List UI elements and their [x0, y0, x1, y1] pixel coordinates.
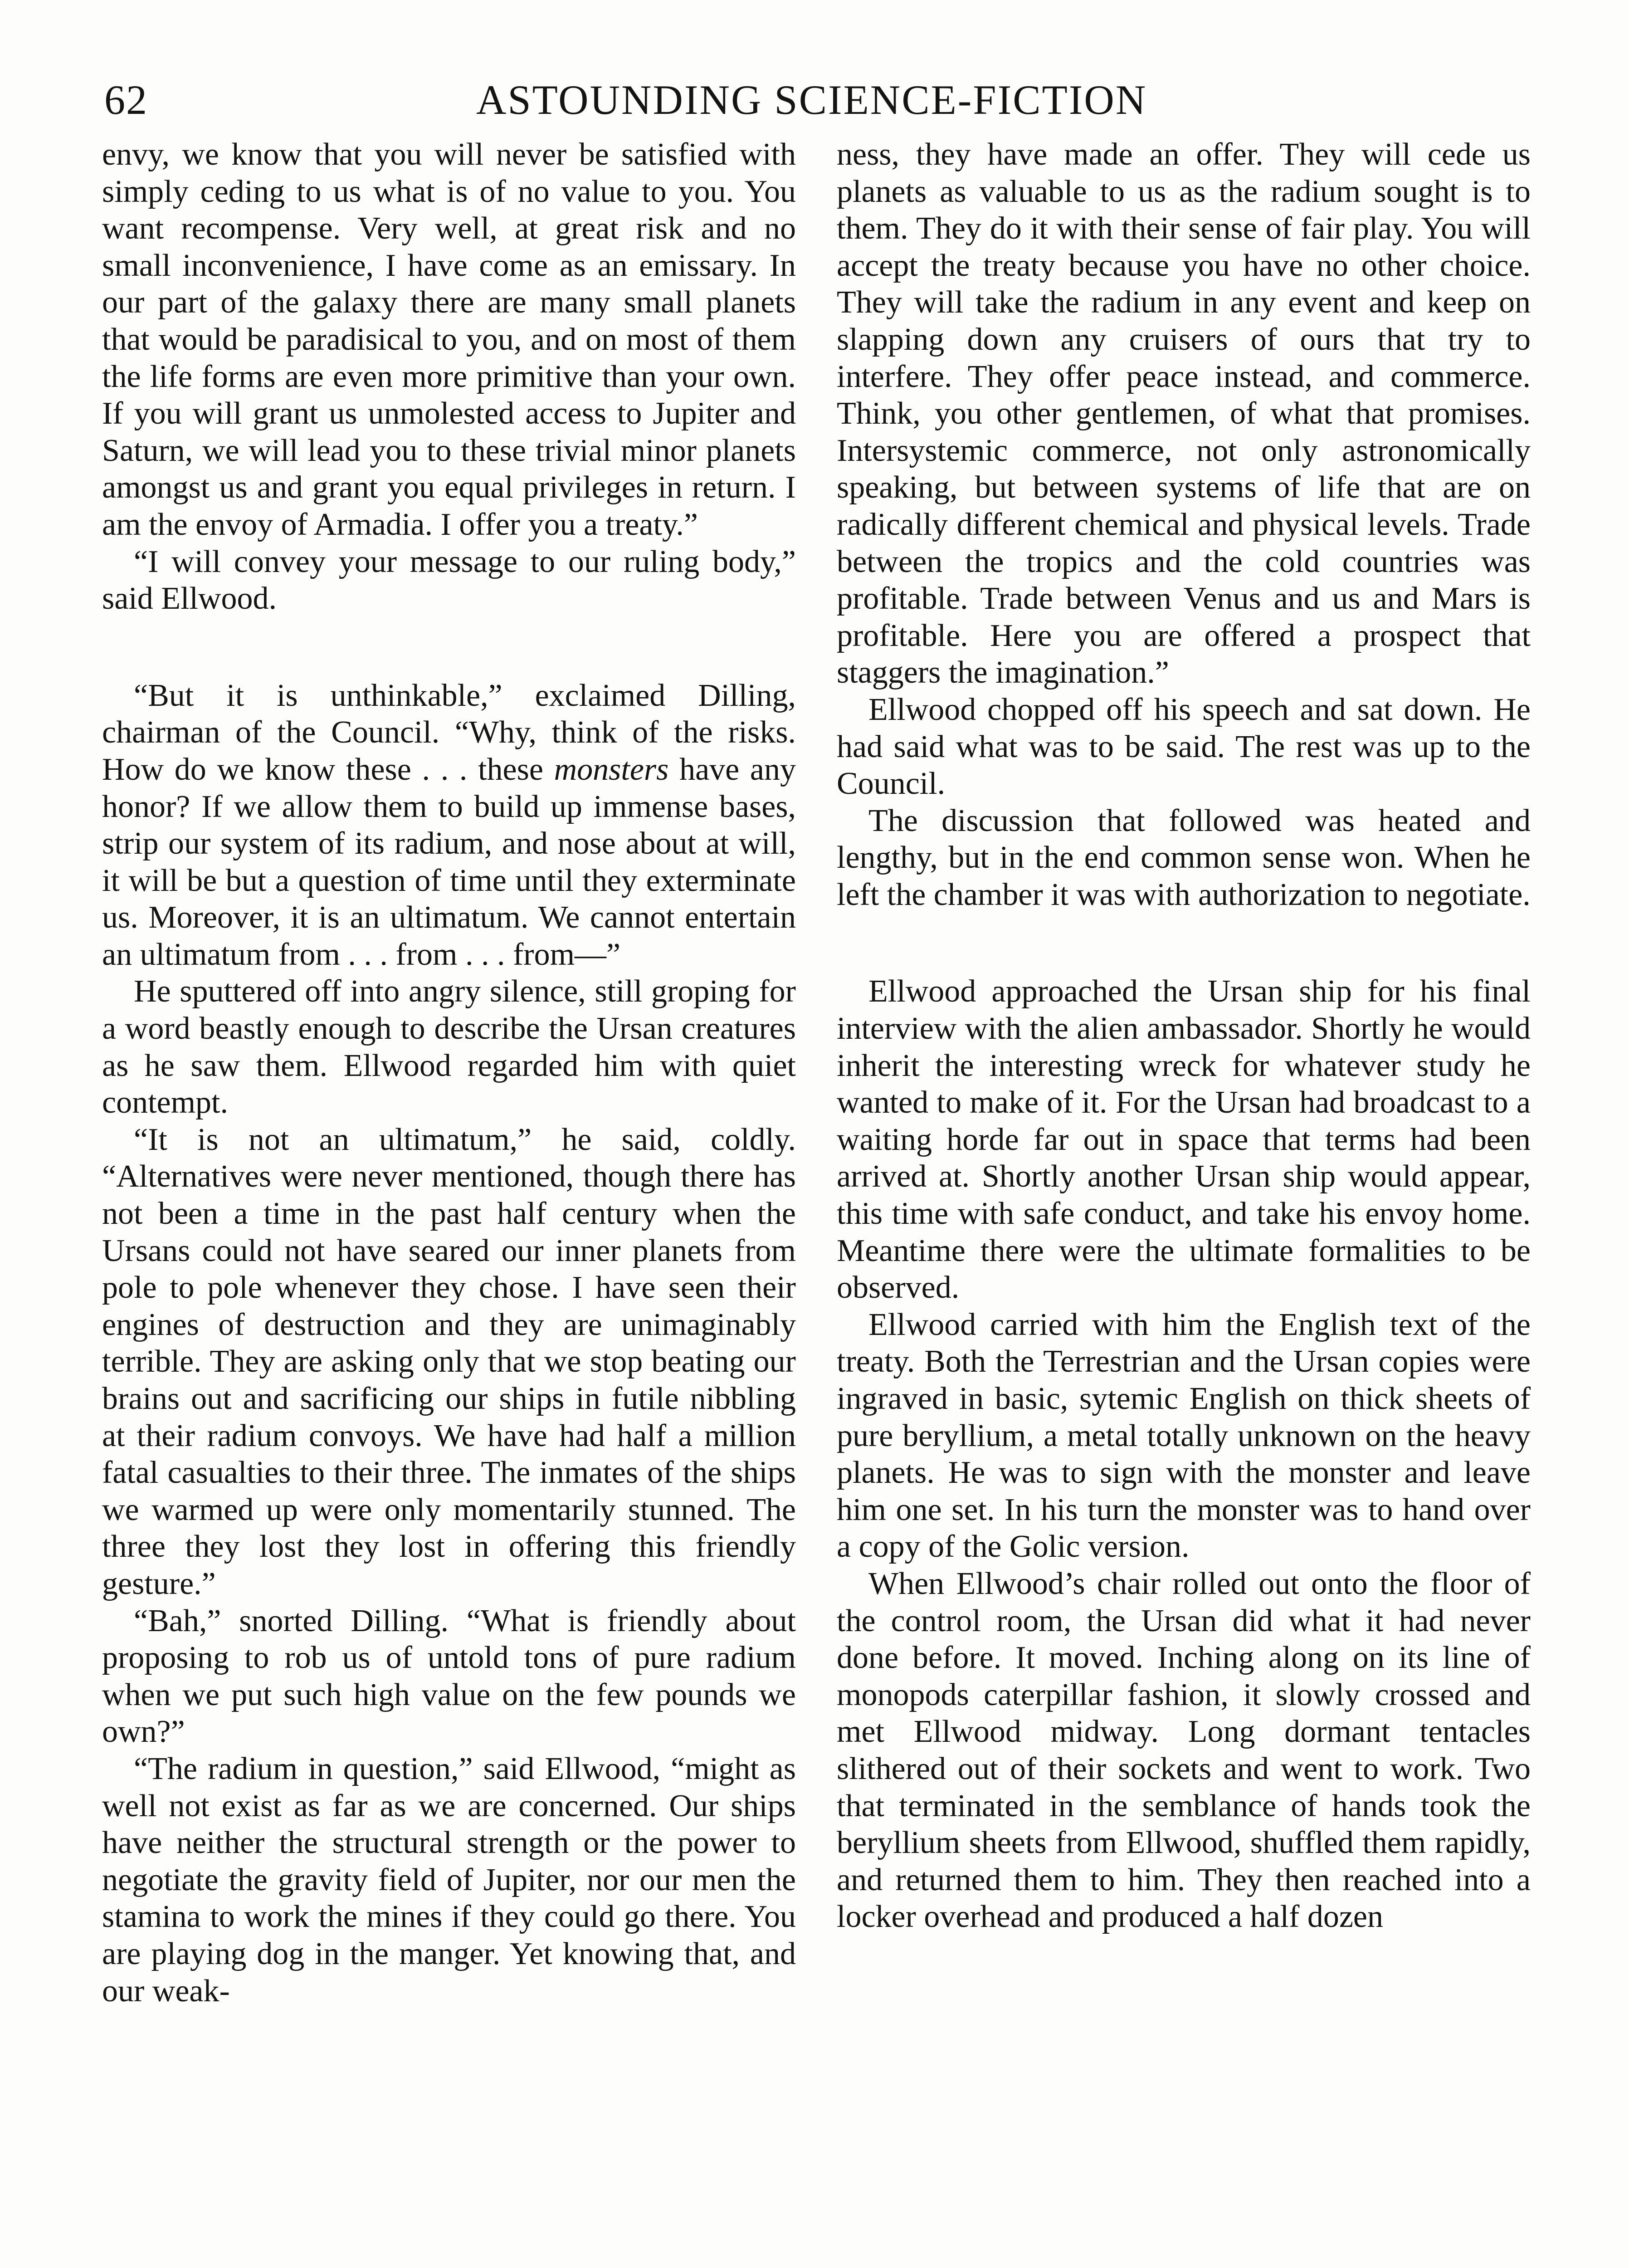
right-column [837, 136, 1531, 1936]
paragraph: Ellwood chopped off his speech and sat down. He had said what was to be said. The rest was up to the Council. [837, 692, 1531, 802]
paragraph: ness, they have made an offer. They will cede us planets as valuable to us as the radium sought is to them. They do it with their sense of fair play. You will accept the treaty because you have no other choice. They will take the radium in any event and keep on slapping down any cruisers of ours that try to interfere. They offer peace instead, and commerce. Think, you other gentlemen, of what that promises. Intersystemic commerce, not only astronomically speaking, but between systems of life that are on radically different chemical and physical levels. Trade between the tropics and the cold countries was profitable. Trade between Venus and us and Mars is profitable. Here you are offered a prospect that staggers the imagination.” [837, 137, 1531, 690]
page-header [104, 73, 1542, 127]
paragraph-text: “But it is unthinkable,” exclaimed Dilling, chairman of the Council. “Why, think of the risks. How do we know these . . . these [102, 678, 796, 787]
page-number: 62 [104, 77, 148, 123]
paragraph: “The radium in question,” said Ellwood, “might as well not exist as far as we are concerned. Our ships have neither the structural strength or the power to negotiate the gravity field of Jupiter, nor our men the stamina to work the mines if they could go there. You are playing dog in the manger. Yet knowing that, and our weak- [102, 1751, 796, 2009]
left-column [102, 136, 796, 2009]
running-title: ASTOUNDING SCIENCE-FICTION [476, 77, 1147, 123]
paragraph: Ellwood carried with him the English text of the treaty. Both the Terrestrian and the Ursan copies were ingraved in basic, sytemic English on thick sheets of pure beryllium, a metal totally unknown on the heavy planets. He was to sign with the monster and leave him one set. In his turn the monster was to hand over a copy of the Golic version. [837, 1307, 1531, 1564]
paragraph: Ellwood approached the Ursan ship for his final interview with the alien ambassador. Shortly he would inherit the interesting wreck for whatever study he wanted to make of it. For the Ursan had broadcast to a waiting horde far out in space that terms had been arrived at. Shortly another Ursan ship would appear, this time with safe conduct, and take his envoy home. Meantime there were the ultimate formalities to be observed. [837, 974, 1531, 1305]
emphasized-word: monsters [554, 752, 669, 787]
paragraph: When Ellwood’s chair rolled out onto the floor of the control room, the Ursan did what it had never done before. It moved. Inching along on its line of monopods caterpillar fashion, it slowly crossed and met Ellwood midway. Long dormant tentacles slithered out of their sockets and went to work. Two that terminated in the semblance of hands took the beryllium sheets from Ellwood, shuffled them rapidly, and returned them to him. They then reached into a locker overhead and produced a half dozen [837, 1566, 1531, 1935]
paragraph: “Bah,” snorted Dilling. “What is friendly about proposing to rob us of untold tons of pure radium when we put such high value on the few pounds we own?” [102, 1603, 796, 1750]
paragraph: envy, we know that you will never be satisfied with simply ceding to us what is of no value to you. You want recompense. Very well, at great risk and no small inconvenience, I have come as an emissary. In our part of the galaxy there are many small planets that would be paradisical to you, and on most of them the life forms are even more primitive than your own. If you will grant us unmolested access to Jupiter and Saturn, we will lead you to these trivial minor planets amongst us and grant you equal privileges in return. I am the envoy of Armadia. I offer you a treaty.” [102, 137, 796, 542]
paragraph [102, 677, 796, 973]
paragraph-text: have any honor? If we allow them to build up immense bases, strip our system of its radium, and nose about at will, it will be but a question of time until they exterminate us. Moreover, it is an ultimatum. We cannot entertain an ultimatum from . . . from . . . from—” [102, 752, 796, 972]
paragraph: The discussion that followed was heated and lengthy, but in the end common sense won. When he left the chamber it was with authorization to negotiate. [837, 803, 1531, 912]
paragraph: He sputtered off into angry silence, still groping for a word beastly enough to describe the Ursan creatures as he saw them. Ellwood regarded him with quiet contempt. [102, 974, 796, 1120]
paragraph: “I will convey your message to our ruling body,” said Ellwood. [102, 544, 796, 616]
paragraph: “It is not an ultimatum,” he said, coldly. “Alternatives were never mentioned, though there has not been a time in the past half century when the Ursans could not have seared our inner planets from pole to pole whenever they chose. I have seen their engines of destruction and they are unimaginably terrible. They are asking only that we stop beating our brains out and sacrificing our ships in futile nibbling at their radium convoys. We have had half a million fatal casualties to their three. The inmates of the ships we warmed up were only momentarily stunned. The three they lost they lost in offering this friendly gesture.” [102, 1122, 796, 1601]
